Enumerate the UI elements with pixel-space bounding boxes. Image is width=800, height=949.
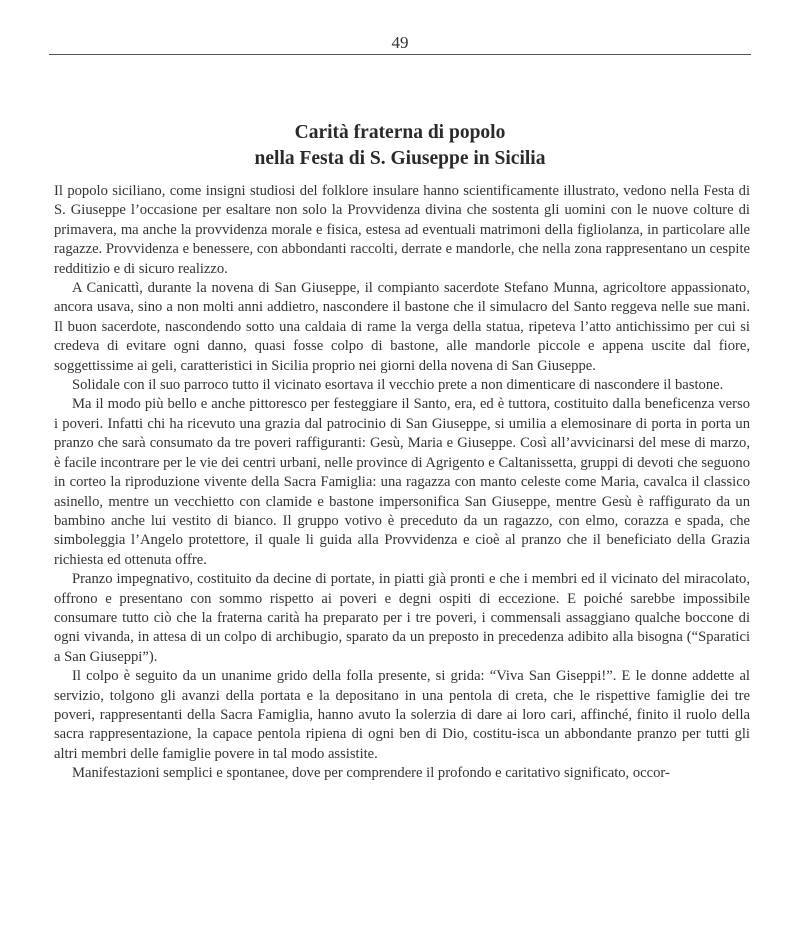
chapter-title-line-2: nella Festa di S. Giuseppe in Sicilia — [254, 148, 546, 169]
chapter-title — [0, 120, 800, 172]
body-text — [54, 182, 750, 784]
paragraph-4: Ma il modo più bello e anche pittoresco per festeggiare il Santo, era, ed è tuttora, costituito dalla beneficenza verso i poveri. Infatti chi ha ricevuto una grazia dal patrocinio di San Giuseppe, si umilia a elemosinare di porta in porta un pranzo che sarà consumato da tre poveri raffiguranti: Gesù, Maria e Giuseppe. Così all’avvicinarsi del mese di marzo, è facile incontrare per le vie dei centri urbani, nelle province di Agrigento e Caltanissetta, gruppi di devoti che seguono in corteo la riproduzione vivente della Sacra Famiglia: una ragazza con manto celeste come Maria, cavalca il classico asinello, mentre un vecchietto con clamide e bastone impersonifica San Giuseppe, mentre Gesù è raffigurato da un bambino anche lui vestito di bianco. Il gruppo votivo è preceduto da un ragazzo, con elmo, corazza e spada, che simboleggia l’Angelo protettore, il quale li guida alla Provvidenza e cioè al pranzo che il beneficiato della Grazia richiesta ed ottenuta offre. — [54, 396, 750, 568]
paragraph-1: Il popolo siciliano, come insigni studiosi del folklore insulare hanno scientificamente illustrato, vedono nella Festa di S. Giuseppe l’occasione per esaltare non solo la Provvidenza divina che sostenta gli uomini con le nuove colture di primavera, ma anche la provvidenza morale e fisica, estesa ad eventuali matrimoni della figliolanza, in particolare alle ragazze. Provvidenza e benessere, con abbondanti raccolti, derrate e mandorle, che nella zona rappresentano un cespite redditizio e di sicuro realizzo. — [54, 183, 750, 277]
chapter-title-line-1: Carità fraterna di popolo — [294, 122, 506, 143]
page-number: 49 — [391, 33, 409, 52]
paragraph-6: Il colpo è seguito da un unanime grido della folla presente, si grida: “Viva San Giseppi!”. E le donne addette al servizio, tolgono gli avanzi della portata e la depositano in una pentola di creta, che le rispettive famiglie dei tre poveri, rappresentanti della Sacra Famiglia, hanno avuto la solerzia di dare ai loro cari, affinché, finito il ruolo della sacra rappresentazione, la capace pentola ripiena di ogni ben di Dio, costitu-isca un abbondante pranzo per tutti gli altri membri delle famiglie povere in tal modo assistite. — [54, 668, 750, 762]
header-rule — [49, 54, 751, 55]
paragraph-3: Solidale con il suo parroco tutto il vicinato esortava il vecchio prete a non dimenticare di nascondere il bastone. — [72, 377, 724, 394]
paragraph-5: Pranzo impegnativo, costituito da decine di portate, in piatti già pronti e che i membri ed il vicinato del miracolato, offrono e presentano con sommo rispetto ai poveri e degni ospiti di eccezione. E poiché sarebbe impossibile consumare tutto ciò che la fraterna carità ha preparato per i tre poveri, i commensali assaggiano qualche boccone di ogni vivanda, in attesa di un colpo di archibugio, sparato da un preposto in precedenza adibito alla bisogna (“Sparatici a San Giuseppi”). — [54, 571, 750, 665]
paragraph-7: Manifestazioni semplici e spontanee, dove per comprendere il profondo e caritativo significato, occor- — [72, 765, 670, 782]
paragraph-2: A Canicattì, durante la novena di San Giuseppe, il compianto sacerdote Stefano Munna, agricoltore appassionato, ancora usava, sino a non molti anni addietro, nascondere il bastone che il simulacro del Santo reggeva nelle sue mani. Il buon sacerdote, nascondendo sotto una caldaia di rame la verga della statua, ripeteva l’atto antichissimo per cui si credeva di evitare ogni danno, quasi fosse colpo di bastone, alle mandorle piccole e appena uscite dal fiore, soggettissime ai geli, caratteristici in Sicilia proprio nei giorni della novena di San Giuseppe. — [54, 280, 750, 374]
